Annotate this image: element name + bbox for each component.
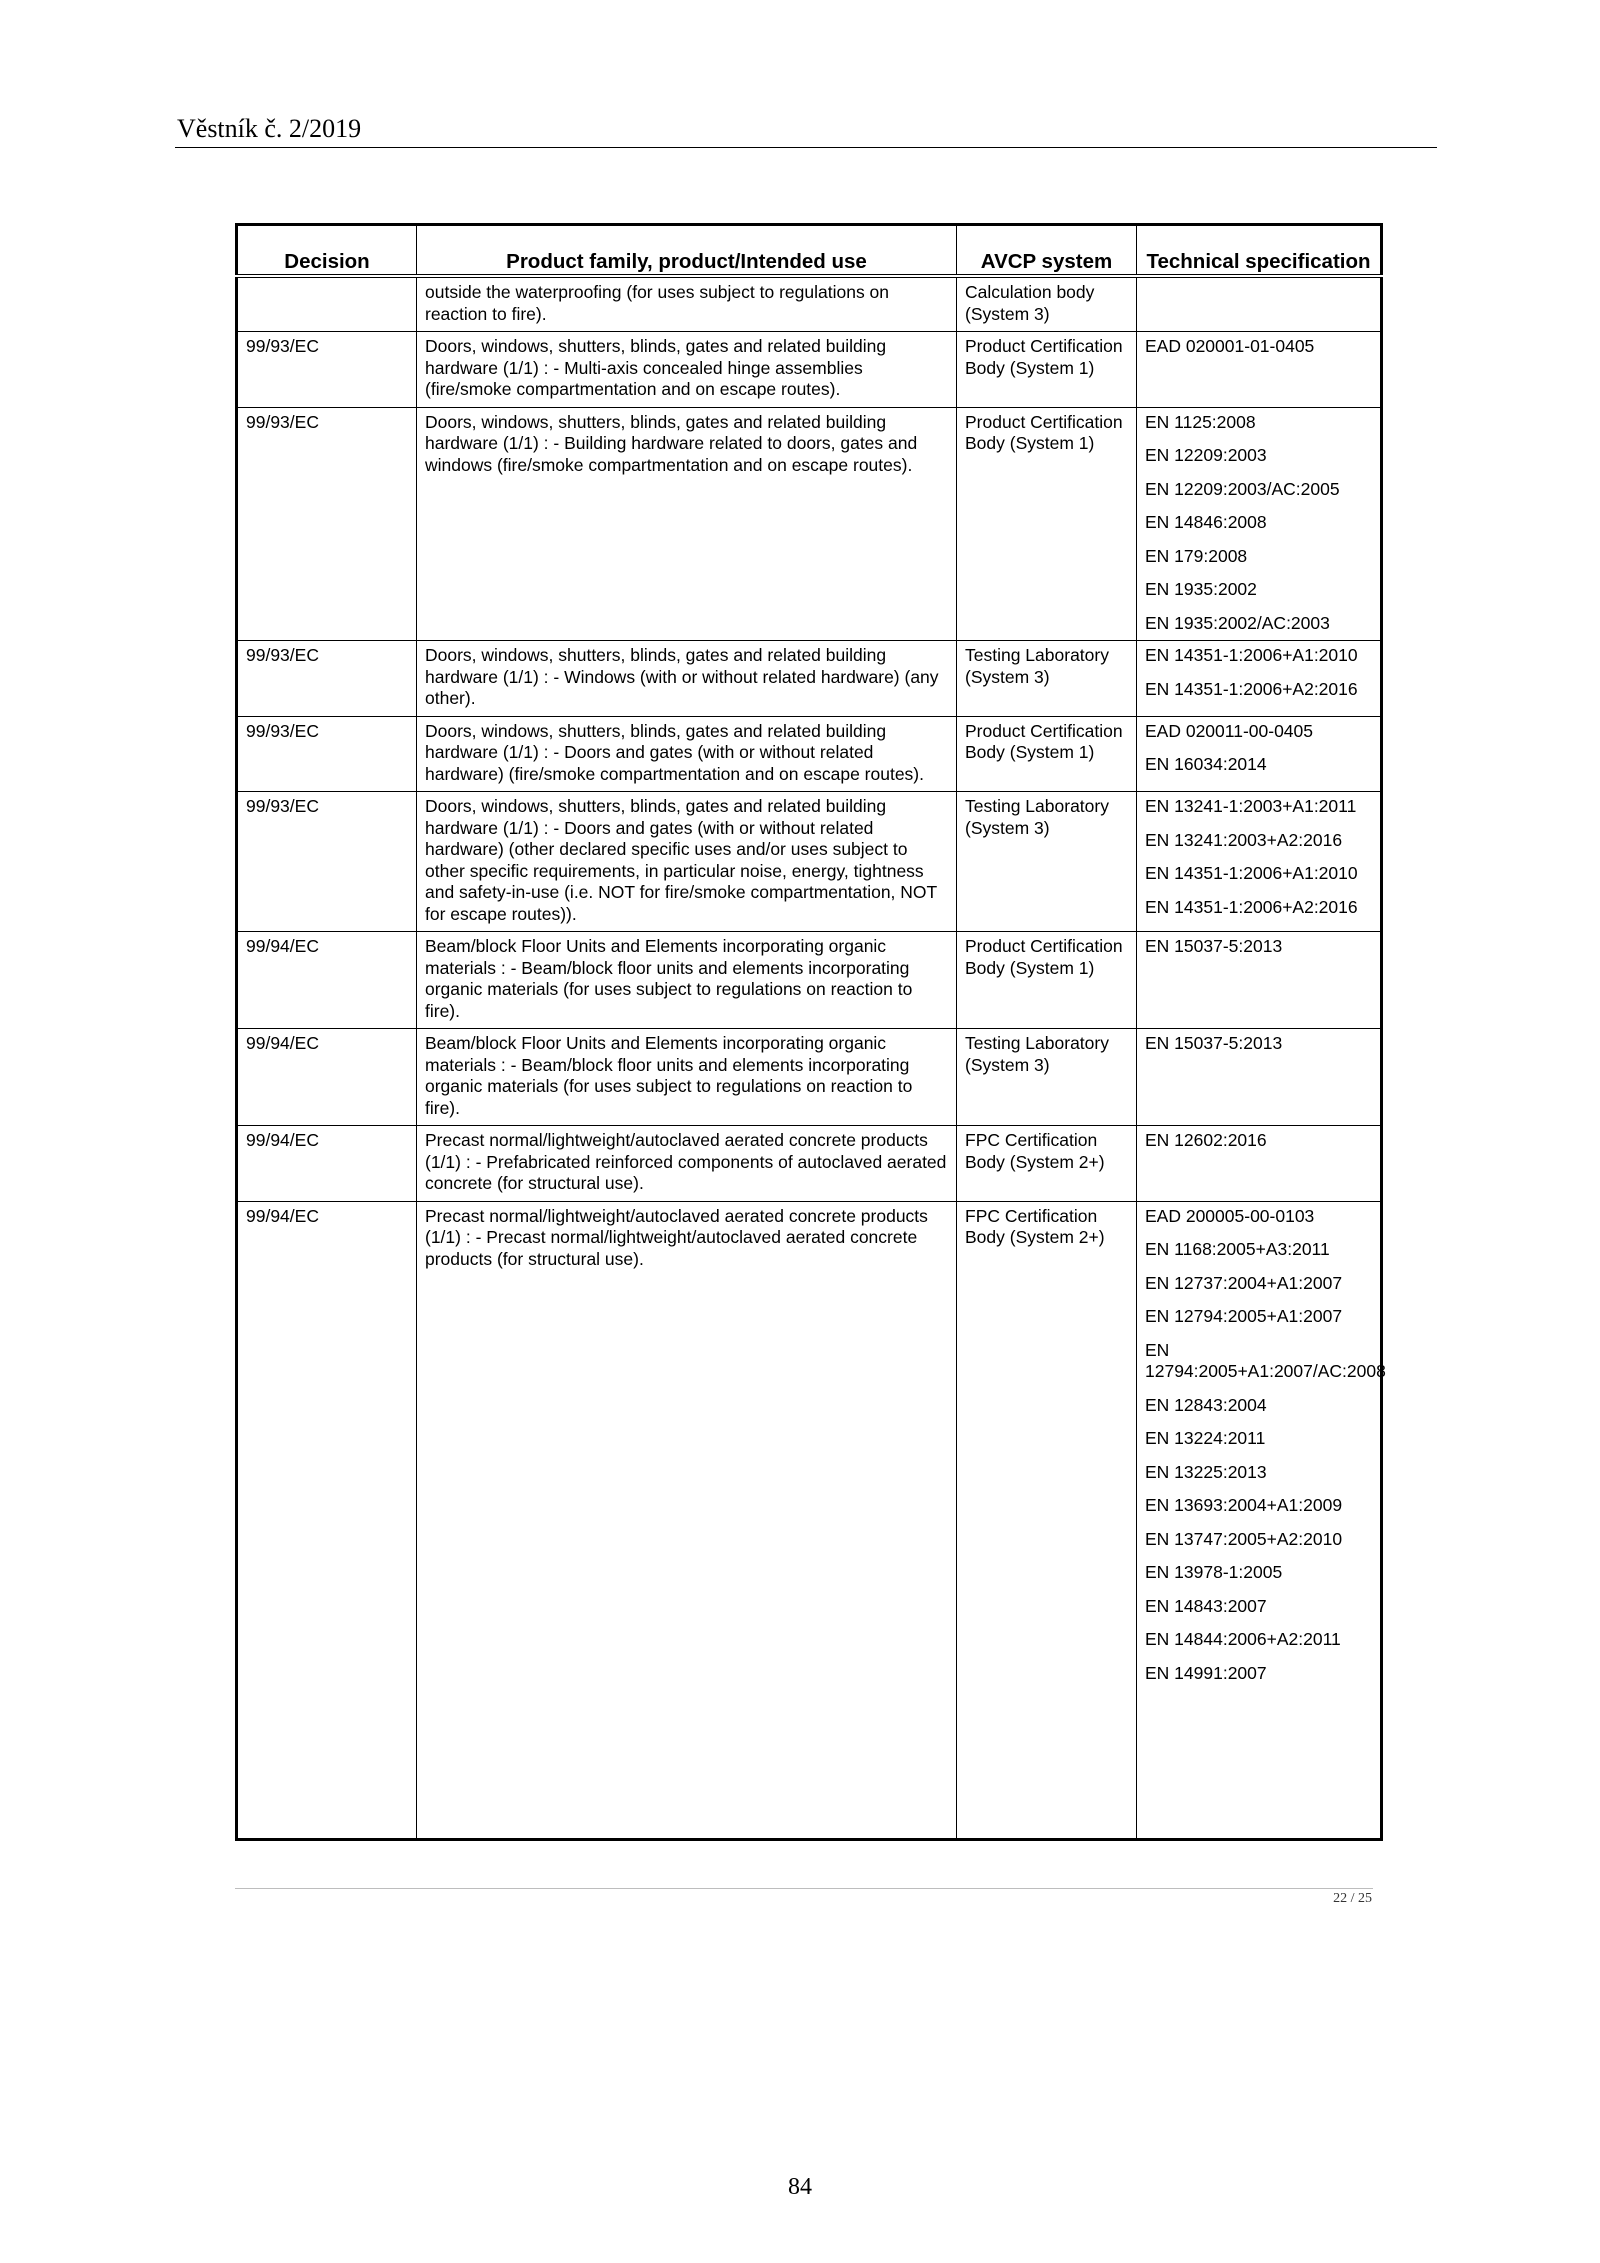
spec-item: EN 14844:2006+A2:2011 <box>1145 1629 1341 1649</box>
spec-cell <box>1137 792 1382 932</box>
page-fraction: 22 / 25 <box>1333 1891 1372 1906</box>
avcp-cell: FPC Certification Body (System 2+) <box>957 1201 1137 1840</box>
decision-cell: 99/93/EC <box>237 407 417 641</box>
spec-item: EN 13241-1:2003+A1:2011 <box>1145 796 1357 816</box>
table-row <box>237 332 1382 408</box>
avcp-cell: Product Certification Body (System 1) <box>957 332 1137 408</box>
column-header-product: Product family, product/Intended use <box>417 225 957 277</box>
avcp-cell: Calculation body (System 3) <box>957 276 1137 332</box>
spec-item: EN 12209:2003 <box>1145 445 1267 465</box>
product-cell: outside the waterproofing (for uses subject to regulations on reaction to fire). <box>417 276 957 332</box>
spec-item: EN 12794:2005+A1:2007 <box>1145 1306 1343 1326</box>
spec-item: EAD 020011-00-0405 <box>1145 720 1313 741</box>
product-cell: Beam/block Floor Units and Elements incorporating organic materials : - Beam/block floor units and elements incorporating organic materials (for uses subject to regulations on reaction to fire). <box>417 932 957 1029</box>
footer-divider <box>235 1888 1373 1889</box>
journal-title: Věstník č. 2/2019 <box>177 114 362 143</box>
spec-item: EN 1168:2005+A3:2011 <box>1145 1239 1330 1259</box>
table-header-row <box>237 225 1382 277</box>
spec-item: EN 12794:2005+A1:2007/AC:2008 <box>1145 1339 1386 1381</box>
spec-item: EN 1935:2002/AC:2003 <box>1145 612 1330 633</box>
decision-cell: 99/94/EC <box>237 1029 417 1126</box>
spec-cell <box>1137 641 1382 717</box>
spec-cell <box>1137 932 1382 1029</box>
spec-item: EN 1935:2002 <box>1145 579 1257 599</box>
product-cell: Precast normal/lightweight/autoclaved aerated concrete products (1/1) : - Prefabricated reinforced components of autoclaved aerated concrete (for structural use). <box>417 1126 957 1202</box>
avcp-cell: Testing Laboratory (System 3) <box>957 641 1137 717</box>
decision-cell: 99/93/EC <box>237 716 417 792</box>
spec-item: EN 14843:2007 <box>1145 1595 1267 1616</box>
product-cell: Doors, windows, shutters, blinds, gates and related building hardware (1/1) : - Doors and gates (with or without related hardware) (fire/smoke compartmentation and on escape routes). <box>417 716 957 792</box>
table-row <box>237 932 1382 1029</box>
table-row <box>237 1201 1382 1840</box>
spec-item: EN 179:2008 <box>1145 545 1248 566</box>
spec-item: EAD 200005-00-0103 <box>1145 1205 1315 1226</box>
table-row <box>237 641 1382 717</box>
spec-item: EN 14351-1:2006+A2:2016 <box>1145 678 1358 699</box>
spec-item: EN 13978-1:2005 <box>1145 1562 1283 1582</box>
spec-item: EN 13241:2003+A2:2016 <box>1145 829 1343 850</box>
product-cell: Beam/block Floor Units and Elements incorporating organic materials : - Beam/block floor units and elements incorporating organic materials (for uses subject to regulations on reaction to fire). <box>417 1029 957 1126</box>
header-divider <box>175 147 1437 148</box>
decision-cell <box>237 276 417 332</box>
product-cell: Doors, windows, shutters, blinds, gates and related building hardware (1/1) : - Windows (with or without related hardware) (any other). <box>417 641 957 717</box>
spec-item: EAD 020001-01-0405 <box>1145 336 1315 356</box>
spec-item: EN 13747:2005+A2:2010 <box>1145 1528 1343 1549</box>
product-cell: Doors, windows, shutters, blinds, gates and related building hardware (1/1) : - Multi-axis concealed hinge assemblies (fire/smoke compartmentation and on escape routes). <box>417 332 957 408</box>
decisions-table <box>235 223 1386 1841</box>
spec-item: EN 13225:2013 <box>1145 1461 1267 1482</box>
column-header-decision: Decision <box>237 225 417 277</box>
table-row <box>237 407 1382 641</box>
spec-item: EN 13224:2011 <box>1145 1428 1266 1448</box>
spec-item: EN 15037-5:2013 <box>1145 936 1283 956</box>
avcp-cell: FPC Certification Body (System 2+) <box>957 1126 1137 1202</box>
decision-cell: 99/93/EC <box>237 332 417 408</box>
table-body <box>237 276 1386 1840</box>
table-row <box>237 792 1382 932</box>
decision-cell: 99/94/EC <box>237 932 417 1029</box>
spec-item: EN 14846:2008 <box>1145 512 1267 532</box>
spec-cell <box>1137 716 1382 792</box>
avcp-cell: Product Certification Body (System 1) <box>957 407 1137 641</box>
spec-item: EN 14351-1:2006+A2:2016 <box>1145 896 1358 917</box>
avcp-cell: Product Certification Body (System 1) <box>957 932 1137 1029</box>
spec-cell <box>1137 407 1382 641</box>
spec-item: EN 14351-1:2006+A1:2010 <box>1145 645 1358 665</box>
avcp-cell: Product Certification Body (System 1) <box>957 716 1137 792</box>
page-number: 84 <box>788 2174 812 2200</box>
decision-cell: 99/93/EC <box>237 792 417 932</box>
table-row <box>237 276 1382 332</box>
decision-cell: 99/94/EC <box>237 1201 417 1840</box>
table-row <box>237 1029 1382 1126</box>
spec-item: EN 14351-1:2006+A1:2010 <box>1145 863 1358 883</box>
spec-cell <box>1137 1126 1382 1202</box>
spec-item: EN 14991:2007 <box>1145 1662 1267 1683</box>
decision-cell: 99/93/EC <box>237 641 417 717</box>
product-cell: Precast normal/lightweight/autoclaved aerated concrete products (1/1) : - Precast normal/lightweight/autoclaved aerated concrete products (for structural use). <box>417 1201 957 1840</box>
decision-cell: 99/94/EC <box>237 1126 417 1202</box>
product-cell: Doors, windows, shutters, blinds, gates and related building hardware (1/1) : - Building hardware related to doors, gates and windows (fire/smoke compartmentation and on escape routes). <box>417 407 957 641</box>
spec-item: EN 12843:2004 <box>1145 1394 1267 1415</box>
avcp-cell: Testing Laboratory (System 3) <box>957 792 1137 932</box>
spec-item: EN 12602:2016 <box>1145 1130 1267 1150</box>
table-row <box>237 716 1382 792</box>
spec-cell <box>1137 332 1382 408</box>
spec-item: EN 12737:2004+A1:2007 <box>1145 1272 1343 1293</box>
product-cell: Doors, windows, shutters, blinds, gates and related building hardware (1/1) : - Doors and gates (with or without related hardware) (other declared specific uses and/or uses subject to other specific requirements, in particular noise, energy, tightness and safety-in-use (i.e. NOT for fire/smoke compartmentation, NOT for escape routes)). <box>417 792 957 932</box>
spec-cell <box>1137 1201 1386 1840</box>
column-header-spec: Technical specification <box>1137 225 1382 277</box>
column-header-avcp: AVCP system <box>957 225 1137 277</box>
table-row <box>237 1126 1382 1202</box>
spec-cell <box>1137 1029 1382 1126</box>
avcp-cell: Testing Laboratory (System 3) <box>957 1029 1137 1126</box>
spec-item: EN 12209:2003/AC:2005 <box>1145 478 1340 499</box>
spec-cell <box>1137 276 1382 332</box>
spec-item: EN 15037-5:2013 <box>1145 1033 1283 1053</box>
spec-item: EN 13693:2004+A1:2009 <box>1145 1495 1343 1515</box>
spec-item: EN 1125:2008 <box>1145 411 1256 432</box>
spec-item: EN 16034:2014 <box>1145 754 1267 774</box>
